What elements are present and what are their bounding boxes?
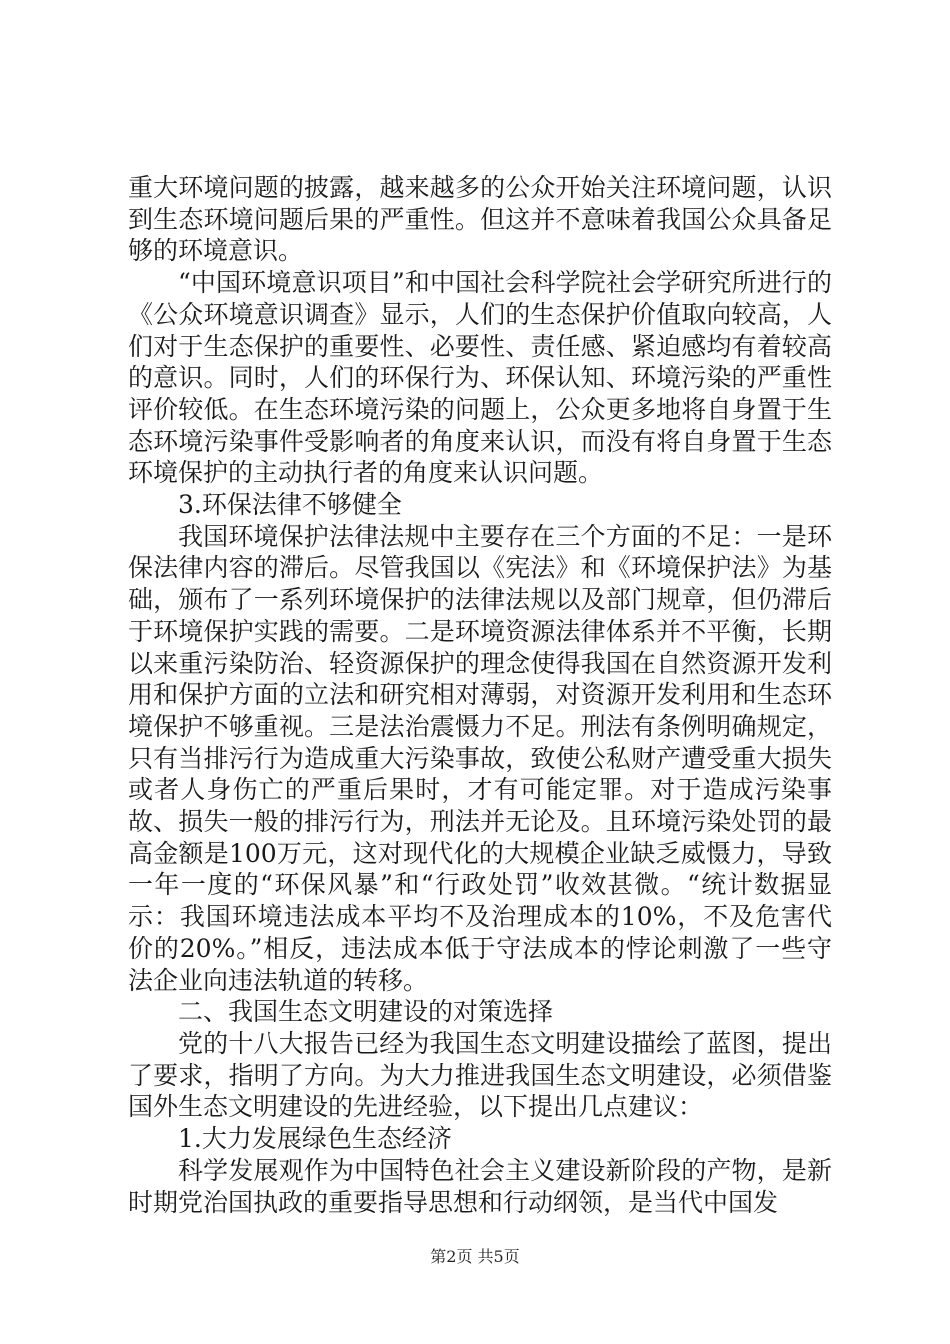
section-heading-green-economy: 1.大力发展绿色生态经济 — [178, 1124, 452, 1154]
page-number-footer: 第2页 共5页 — [430, 1247, 520, 1266]
paragraph-survey: “中国环境意识项目”和中国社会科学院社会学研究所进行的《公众环境意识调查》显示，人们的生态保护价值取向较高，人们对于生态保护的重要性、必要性、责任感、紧迫感均有着较高的意识。同时，人们的环保行为、环保认知、环境污染的严重性评价较低。在生态环境污染的问题上，公众更多地将自身置于生态环境污染事件受影响者的角度来认识，而没有将自身置于生态环境保护的主动执行者的角度来认识问题。 — [128, 268, 832, 488]
paragraph-scientific-development: 科学发展观作为中国特色社会主义建设新阶段的产物，是新时期党治国执政的重要指导思想和行动纲领，是当代中国发 — [128, 1155, 832, 1217]
paragraph-continuation: 重大环境问题的披露，越来越多的公众开始关注环境问题，认识到生态环境问题后果的严重性。但这并不意味着我国公众具备足够的环境意识。 — [128, 173, 832, 266]
paragraph-law: 我国环境保护法律法规中主要存在三个方面的不足：一是环保法律内容的滞后。尽管我国以《宪法》和《环境保护法》为基础，颁布了一系列环境保护的法律法规以及部门规章，但仍滞后于环境保护实践的需要。二是环境资源法律体系并不平衡，长期以来重污染防治、轻资源保护的理念使得我国在自然资源开发利用和保护方面的立法和研究相对薄弱，对资源开发利用和生态环境保护不够重视。三是法治震慑力不足。刑法有条例明确规定，只有当排污行为造成重大污染事故，致使公私财产遭受重大损失或者人身伤亡的严重后果时，才有可能定罪。对于造成污染事故、损失一般的排污行为，刑法并无论及。且环境污染处罚的最高金额是100万元，这对现代化的大规模企业缺乏威慑力，导致一年一度的“环保风暴”和“行政处罚”收效甚微。“统计数据显示：我国环境违法成本平均不及治理成本的10%，不及危害代价的20%。”相反，违法成本低于守法成本的悖论刺激了一些守法企业向违法轨道的转移。 — [128, 521, 832, 995]
paragraph-report: 党的十八大报告已经为我国生态文明建设描绘了蓝图，提出了要求，指明了方向。为大力推进我国生态文明建设，必须借鉴国外生态文明建设的先进经验，以下提出几点建议： — [128, 1028, 832, 1122]
document-body — [128, 172, 832, 1218]
section-heading-law: 3.环保法律不够健全 — [178, 490, 402, 520]
section-heading-countermeasures: 二、我国生态文明建设的对策选择 — [178, 997, 554, 1027]
